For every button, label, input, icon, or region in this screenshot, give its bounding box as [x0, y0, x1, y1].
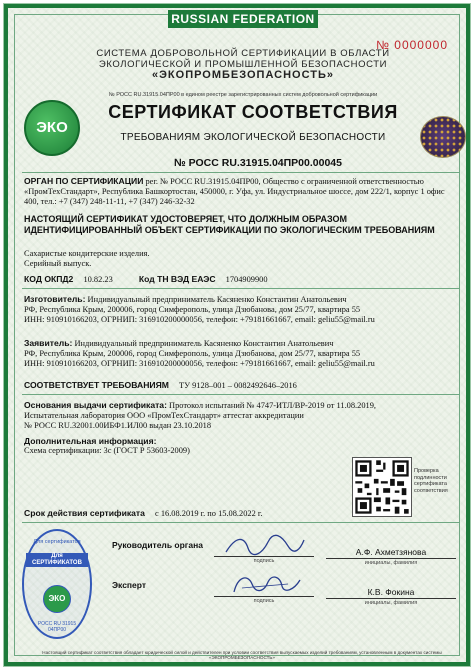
expert-name: К.В. Фокина [367, 587, 415, 597]
object-line-2: Серийный выпуск. [24, 259, 92, 268]
system-line-1: СИСТЕМА ДОБРОВОЛЬНОЙ СЕРТИФИКАЦИИ В ОБЛАСТИ [96, 48, 390, 59]
eco-logo: ЭКО [24, 100, 80, 156]
basis-line-1: Протокол испытаний № 4747-ИТЛ/ВР-2019 от 11.08.2019, [169, 401, 376, 410]
applicant-block [24, 338, 460, 369]
qr-verification-note: Проверка подлинности сертификата соответствия [414, 468, 448, 494]
object-line-1: Сахаристые кондитерские изделия. [24, 249, 150, 258]
additional-block [24, 436, 344, 456]
divider [22, 522, 460, 523]
divider [22, 288, 460, 289]
certification-body-text: рег. № РОСС RU.31915.04ПР00, Общество с ограниченной ответственностью «ПромТехСтандарт», Республика Башкортостан, 450000, г. Уфа, ул. Индустриальное шоссе, дом 222/1, корпус 1 офис 400, тел.: +7 (347) 248-11-11, +7 (347) 246-32-32 [24, 177, 445, 206]
divider [22, 172, 460, 173]
system-header [48, 48, 438, 81]
tnved-label: Код ТН ВЭД ЕАЭС [138, 274, 216, 284]
hologram-seal [420, 116, 466, 158]
expert-sign-caption: подпись [253, 598, 275, 604]
tnved-value: 1704909900 [225, 275, 268, 284]
stamp-top-text: Для сертификатов [33, 539, 81, 545]
basis-line-3: № РОСС RU.32001.00ИБФ1.ИЛ00 выдан 23.10.2018 [24, 421, 212, 430]
head-signature [222, 532, 306, 558]
footnote: Настоящий сертификат соответствия обладает юридической силой и действителен при условии соответствия выпускаемых изделий требованиям, установленным в документах системы «ЭКОПРОМБЕЗОПАСНОСТЬ» [42, 650, 442, 661]
expert-name-line [326, 598, 456, 599]
expert-signature [228, 570, 304, 598]
okpd2-value: 10.82.23 [83, 275, 113, 284]
stamp-badge: Для СЕРТИФИКАТОВ [26, 553, 88, 567]
stamp-logo: ЭКО [43, 585, 71, 613]
serial-number: № 0000000 [376, 38, 448, 52]
manufacturer-label: Изготовитель: [24, 294, 86, 304]
certificate-sheet [4, 4, 470, 666]
certificate-number: № РОСС RU.31915.04ПР00.00045 [174, 157, 342, 169]
additional-label: Дополнительная информация: [24, 436, 157, 446]
validity-row [24, 508, 344, 519]
manufacturer-line-2: РФ, Республика Крым, 200006, город Симферополь, улица Дзюбанова, дом 25/77, квартира 55 [24, 305, 361, 314]
statement-heading: НАСТОЯЩИЙ СЕРТИФИКАТ УДОСТОВЕРЯЕТ, ЧТО ДОЛЖНЫМ ОБРАЗОМ ИДЕНТИФИЦИРОВАННЫЙ ОБЪЕКТ СЕРТИФИКАЦИИ ПО ЭКОЛОГИЧЕСКИМ ТРЕБОВАНИЯМ [24, 214, 435, 235]
applicant-line-2: РФ, Республика Крым, 200006, город Симферополь, улица Дзюбанова, дом 25/77, квартира 55 [24, 349, 361, 358]
head-name-line [326, 558, 456, 559]
expert-name-caption: инициалы, фамилия [364, 600, 418, 606]
system-line-2: ЭКОЛОГИЧЕСКОЙ И ПРОМЫШЛЕННОЙ БЕЗОПАСНОСТИ [98, 59, 388, 70]
okpd2-label: КОД ОКПД2 [24, 274, 74, 284]
stamp-bottom-text: РОСС RU 31915 04ПР00 [37, 621, 77, 633]
head-name: А.Ф. Ахметзянова [355, 547, 427, 557]
manufacturer-line-1: Индивидуальный предприниматель Касяненко Константин Анатольевич [87, 295, 347, 304]
head-role-label: Руководитель органа [112, 540, 203, 550]
head-sign-caption: подпись [253, 558, 275, 564]
country-banner: RUSSIAN FEDERATION [168, 10, 318, 28]
head-name-caption: инициалы, фамилия [364, 560, 418, 566]
qr-code[interactable] [352, 457, 412, 517]
certification-body [24, 176, 460, 207]
manufacturer-line-3: ИНН: 910910166203, ОГРНИП: 316910200000056, телефон: +79181661667, email: geliu55@mail.ru [24, 315, 375, 324]
additional-value: Схема сертификации: 3с (ГОСТ Р 53603-2009) [24, 446, 190, 455]
basis-line-2: Испытательная лаборатория ООО «ПромТехСтандарт» аттестат аккредитации [24, 411, 304, 420]
certificate-title: СЕРТИФИКАТ СООТВЕТСТВИЯ [108, 102, 398, 122]
registry-line: № РОСС RU.31915.04ПР00 в едином реестре зарегистрированных систем добровольной сертификации [108, 92, 378, 98]
manufacturer-block [24, 294, 460, 325]
requirements-value: ТУ 9128–001 – 0082492646–2016 [179, 381, 297, 390]
certificate-subtitle: ТРЕБОВАНИЯМ ЭКОЛОГИЧЕСКОЙ БЕЗОПАСНОСТИ [120, 132, 386, 143]
system-name: «ЭКОПРОМБЕЗОПАСНОСТЬ» [151, 69, 334, 81]
basis-label: Основания выдачи сертификата: [24, 400, 167, 410]
basis-block [24, 400, 460, 431]
expert-role-label: Эксперт [112, 580, 147, 590]
codes-row [24, 274, 460, 285]
applicant-line-3: ИНН: 910910166203, ОГРНИП: 316910200000056, телефон: +79181661667, email: geliu55@mail.ru [24, 359, 375, 368]
validity-value: с 16.08.2019 г. по 15.08.2022 г. [155, 509, 263, 518]
official-stamp [22, 529, 92, 639]
requirements-label: СООТВЕТСТВУЕТ ТРЕБОВАНИЯМ [24, 380, 169, 390]
divider [22, 394, 460, 395]
certification-body-label: ОРГАН ПО СЕРТИФИКАЦИИ [24, 176, 144, 186]
applicant-label: Заявитель: [24, 338, 73, 348]
applicant-line-1: Индивидуальный предприниматель Касяненко Константин Анатольевич [74, 339, 334, 348]
requirements-row [24, 380, 460, 391]
validity-label: Срок действия сертификата [24, 508, 145, 518]
